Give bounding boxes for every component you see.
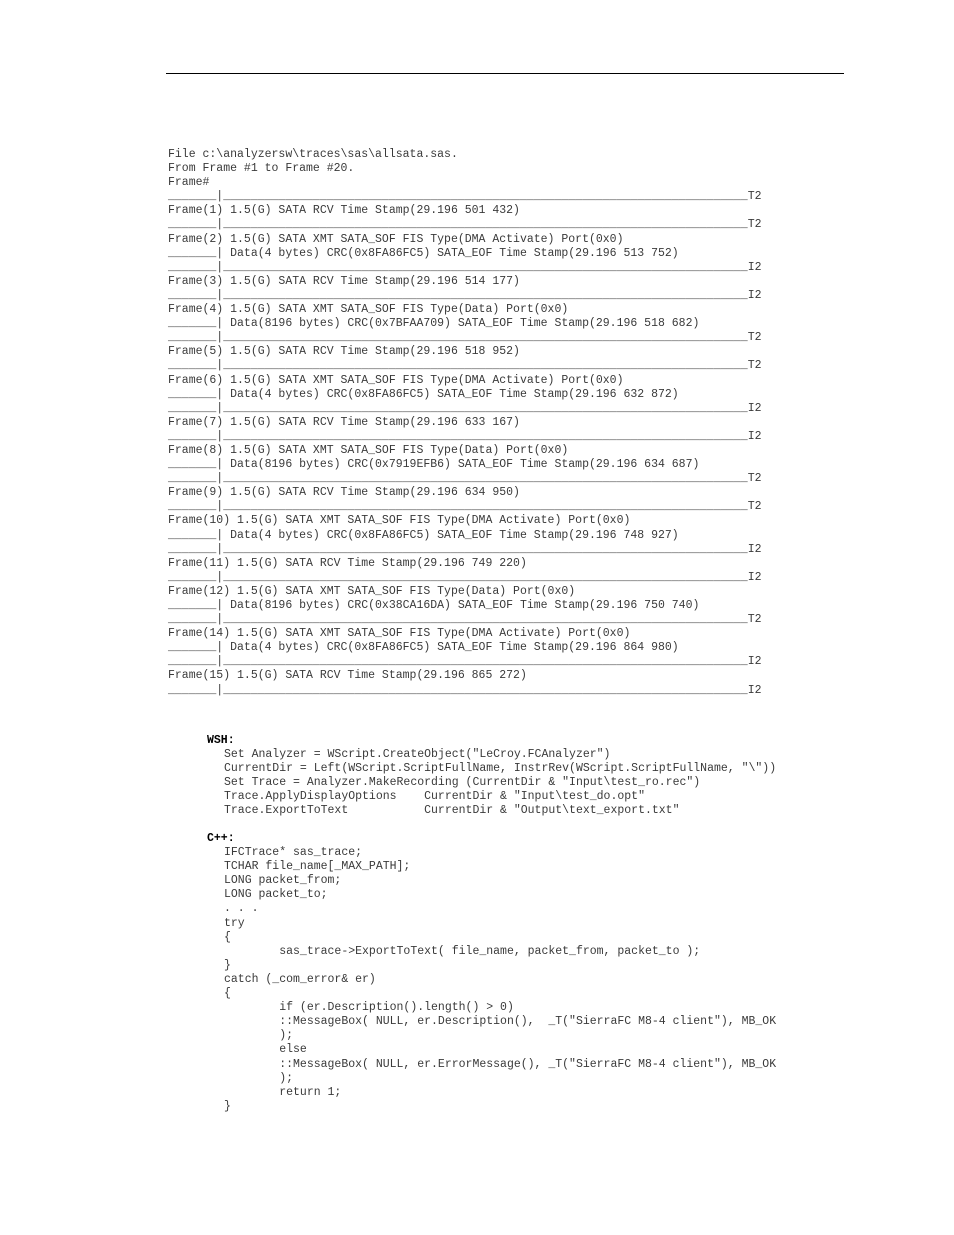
code-line: LONG packet_to;: [224, 888, 328, 902]
cpp-code: [207, 846, 847, 1114]
trace-line: From Frame #1 to Frame #20.: [168, 162, 355, 176]
trace-line: _______|____________________________________________________________________________I2: [168, 401, 762, 415]
trace-line: _______| Data(4 bytes) CRC(0x8FA86FC5) SATA_EOF Time Stamp(29.196 748 927): [168, 528, 679, 542]
code-line: TCHAR file_name[_MAX_PATH];: [224, 860, 411, 874]
trace-line: Frame(1) 1.5(G) SATA RCV Time Stamp(29.196 501 432): [168, 204, 520, 218]
trace-line: Frame(4) 1.5(G) SATA XMT SATA_SOF FIS Type(Data) Port(0x0): [168, 303, 569, 317]
trace-line: Frame#: [168, 176, 210, 190]
header-rule: [166, 73, 844, 74]
trace-line: _______|____________________________________________________________________________T2: [168, 331, 762, 345]
code-line: );: [224, 1071, 294, 1085]
trace-line: _______| Data(4 bytes) CRC(0x8FA86FC5) SATA_EOF Time Stamp(29.196 864 980): [168, 641, 679, 655]
trace-line: _______|____________________________________________________________________________I2: [168, 288, 762, 302]
code-line: if (er.Description().length() > 0): [224, 1001, 514, 1015]
code-line: CurrentDir = Left(WScript.ScriptFullName, InstrRev(WScript.ScriptFullName, "\")): [224, 762, 777, 776]
trace-line: _______| Data(8196 bytes) CRC(0x38CA16DA) SATA_EOF Time Stamp(29.196 750 740): [168, 599, 700, 612]
trace-line: Frame(7) 1.5(G) SATA RCV Time Stamp(29.196 633 167): [168, 415, 520, 429]
trace-line: _______|____________________________________________________________________________T2: [168, 472, 762, 486]
trace-line: Frame(14) 1.5(G) SATA XMT SATA_SOF FIS Type(DMA Activate) Port(0x0): [168, 627, 631, 641]
trace-line: Frame(15) 1.5(G) SATA RCV Time Stamp(29.196 865 272): [168, 669, 527, 683]
trace-line: Frame(11) 1.5(G) SATA RCV Time Stamp(29.196 749 220): [168, 556, 527, 570]
cpp-example: [207, 832, 847, 1114]
trace-line: Frame(2) 1.5(G) SATA XMT SATA_SOF FIS Type(DMA Activate) Port(0x0): [168, 232, 624, 246]
code-line: );: [224, 1029, 294, 1043]
trace-line: _______|____________________________________________________________________________T2: [168, 359, 762, 373]
code-line: ::MessageBox( NULL, er.ErrorMessage(), _T("SierraFC M8-4 client"), MB_OK: [224, 1057, 777, 1071]
trace-line: _______|____________________________________________________________________________T2: [168, 218, 762, 232]
cpp-label: C++:: [207, 832, 235, 845]
trace-line: _______| Data(8196 bytes) CRC(0x7BFAA709) SATA_EOF Time Stamp(29.196 518 682): [168, 317, 700, 331]
code-line: sas_trace->ExportToText( file_name, packet_from, packet_to );: [224, 944, 701, 958]
code-line: Set Trace = Analyzer.MakeRecording (CurrentDir & "Input\test_ro.rec"): [224, 776, 701, 790]
trace-line: _______| Data(4 bytes) CRC(0x8FA86FC5) SATA_EOF Time Stamp(29.196 632 872): [168, 387, 679, 401]
trace-line: _______|____________________________________________________________________________I2: [168, 429, 762, 443]
code-line: Set Analyzer = WScript.CreateObject("LeCroy.FCAnalyzer"): [224, 748, 611, 762]
trace-line: File c:\analyzersw\traces\sas\allsata.sas.: [168, 148, 458, 161]
code-line: . . .: [224, 902, 259, 916]
code-line: try: [224, 916, 245, 930]
trace-line: Frame(5) 1.5(G) SATA RCV Time Stamp(29.196 518 952): [168, 345, 520, 359]
code-line: ::MessageBox( NULL, er.Description(), _T("SierraFC M8-4 client"), MB_OK: [224, 1015, 777, 1029]
trace-line: Frame(10) 1.5(G) SATA XMT SATA_SOF FIS Type(DMA Activate) Port(0x0): [168, 514, 631, 528]
trace-line: Frame(8) 1.5(G) SATA XMT SATA_SOF FIS Type(Data) Port(0x0): [168, 443, 569, 457]
code-line: catch (_com_error& er): [224, 972, 376, 986]
trace-line: _______|____________________________________________________________________________I2: [168, 683, 762, 697]
trace-line: _______|____________________________________________________________________________I2: [168, 570, 762, 584]
trace-line: Frame(3) 1.5(G) SATA RCV Time Stamp(29.196 514 177): [168, 274, 520, 288]
trace-line: _______|____________________________________________________________________________I2: [168, 260, 762, 274]
trace-line: _______|____________________________________________________________________________T2: [168, 613, 762, 627]
code-line: Trace.ApplyDisplayOptions CurrentDir & "Input\test_do.opt": [224, 790, 645, 804]
code-line: Trace.ExportToText CurrentDir & "Output\text_export.txt": [224, 804, 680, 818]
code-line: else: [224, 1043, 307, 1057]
trace-line: _______|____________________________________________________________________________T2: [168, 190, 762, 204]
trace-line: _______|____________________________________________________________________________I2: [168, 542, 762, 556]
trace-line: Frame(6) 1.5(G) SATA XMT SATA_SOF FIS Type(DMA Activate) Port(0x0): [168, 373, 624, 387]
code-line: return 1;: [224, 1085, 342, 1099]
wsh-label: WSH:: [207, 734, 235, 747]
code-line: }: [224, 958, 231, 972]
code-line: {: [224, 930, 231, 944]
trace-line: _______|____________________________________________________________________________I2: [168, 655, 762, 669]
trace-line: Frame(12) 1.5(G) SATA XMT SATA_SOF FIS Type(Data) Port(0x0): [168, 584, 576, 598]
trace-line: _______| Data(8196 bytes) CRC(0x7919EFB6) SATA_EOF Time Stamp(29.196 634 687): [168, 458, 700, 472]
trace-export-listing: [168, 148, 808, 698]
trace-line: _______|____________________________________________________________________________T2: [168, 500, 762, 514]
wsh-code: [207, 748, 847, 818]
code-line: IFCTrace* sas_trace;: [224, 846, 363, 860]
code-line: }: [224, 1099, 231, 1113]
code-line: {: [224, 987, 231, 1001]
trace-line: _______| Data(4 bytes) CRC(0x8FA86FC5) SATA_EOF Time Stamp(29.196 513 752): [168, 246, 679, 260]
wsh-example: [207, 734, 847, 819]
trace-line: Frame(9) 1.5(G) SATA RCV Time Stamp(29.196 634 950): [168, 486, 520, 500]
code-line: LONG packet_from;: [224, 874, 342, 888]
